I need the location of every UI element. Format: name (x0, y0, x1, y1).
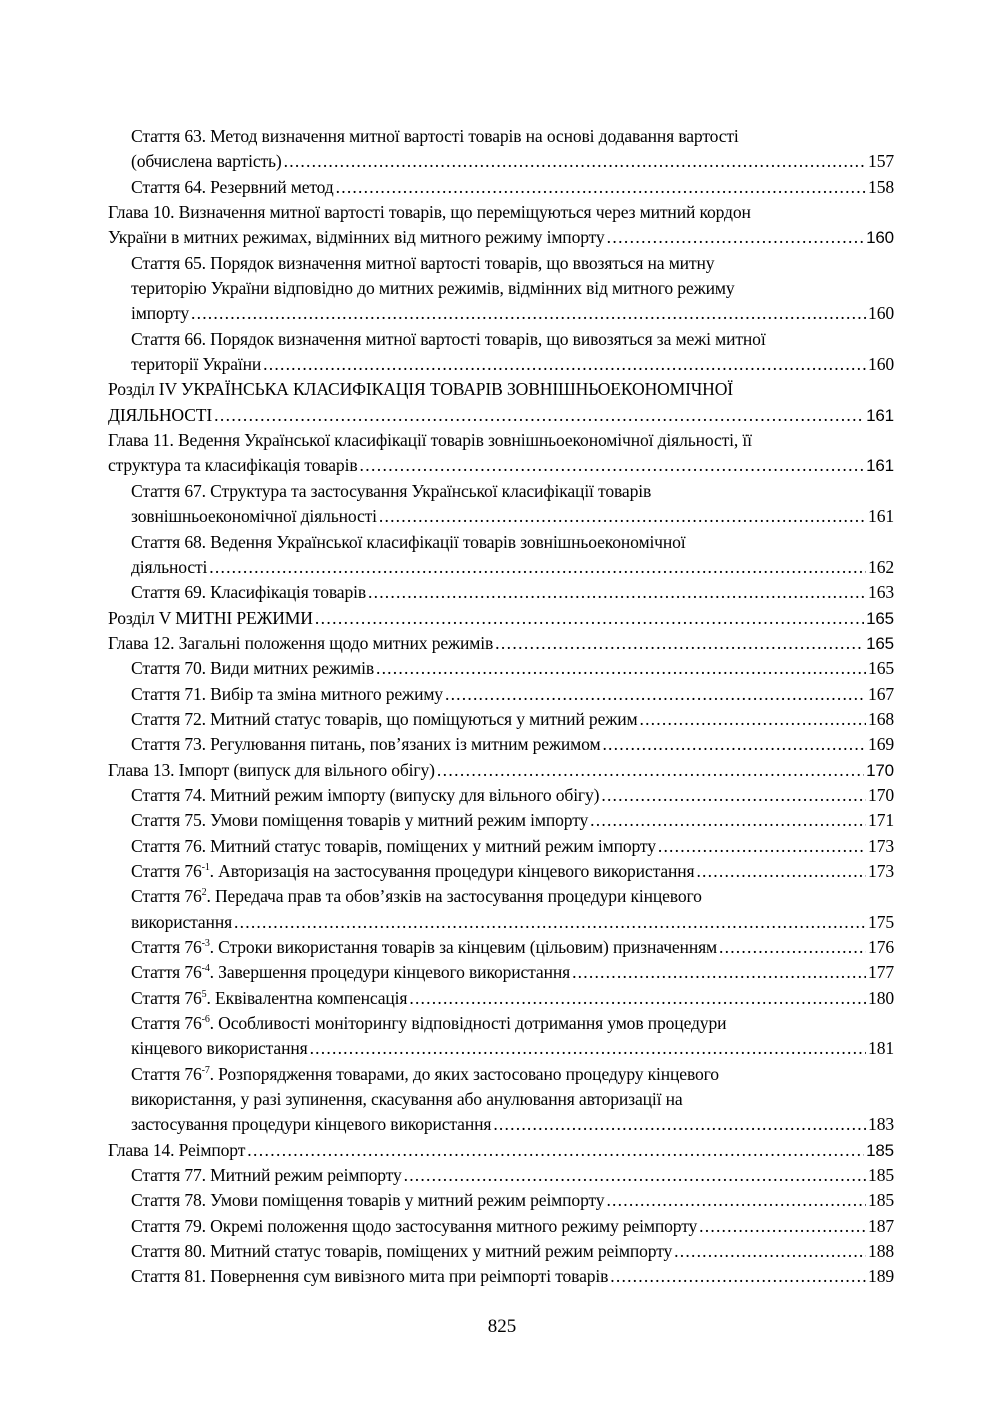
entry-title-final: (обчислена вартість) (131, 151, 282, 172)
entry-last-line (131, 175, 894, 200)
entry-title-line (108, 428, 894, 453)
toc-entry-article[interactable] (108, 783, 894, 808)
toc-entry-article[interactable] (108, 732, 894, 757)
entry-title-text (131, 935, 717, 960)
entry-page-number[interactable]: 165 (868, 658, 894, 679)
entry-title-text (108, 758, 435, 783)
entry-page-number[interactable]: 170 (868, 784, 894, 805)
entry-last-line (131, 1264, 894, 1289)
entry-title-text: Глава 10. Визначення митної вартості товарів, що переміщуються через митний кордон (108, 202, 751, 223)
dot-leader (284, 149, 866, 174)
entry-title-final: Стаття 75. Умови поміщення товарів у митний режим імпорту (131, 810, 589, 831)
entry-title-text: . Передача прав та обов’язків на застосування процедури кінцевого (206, 886, 702, 907)
entry-title-text (131, 352, 261, 377)
entry-title-text (131, 1188, 604, 1213)
entry-last-line (108, 758, 894, 783)
entry-page-number[interactable]: 171 (868, 810, 894, 831)
entry-title-final: Стаття 72. Митний статус товарів, що поміщуються у митний режим (131, 708, 638, 729)
entry-title-text (131, 986, 407, 1011)
toc-entry-article[interactable] (108, 175, 894, 200)
dot-leader (493, 1112, 866, 1137)
entry-title-text (108, 453, 357, 478)
entry-page-number[interactable]: 161 (866, 405, 894, 425)
entry-title-line (131, 251, 894, 276)
entry-page-number[interactable]: 176 (868, 937, 894, 957)
entry-last-line (131, 301, 894, 326)
entry-page-number[interactable]: 175 (868, 911, 894, 932)
entry-page-number[interactable]: 187 (868, 1215, 894, 1236)
toc-entry-chapter[interactable] (108, 1138, 894, 1163)
toc-entry-article[interactable] (108, 1011, 894, 1062)
toc-entry-article[interactable] (108, 251, 894, 327)
toc-entry-section[interactable] (108, 377, 894, 428)
toc-entry-article[interactable] (108, 530, 894, 581)
dot-leader (310, 1036, 866, 1061)
entry-title-line (131, 124, 894, 149)
dot-leader (696, 859, 866, 884)
entry-title-final: України в митних режимах, відмінних від митного режиму імпорту (108, 227, 605, 248)
toc-entry-article[interactable] (108, 656, 894, 681)
entry-last-line (131, 808, 894, 833)
entry-title-final: Стаття 78. Умови поміщення товарів у митний режим реімпорту (131, 1190, 605, 1211)
entry-title-final: діяльності (131, 556, 208, 577)
entry-title-text (108, 403, 212, 428)
entry-title-text (108, 606, 313, 631)
toc-entry-article[interactable] (108, 1239, 894, 1264)
entry-title-text: Стаття 65. Порядок визначення митної вартості товарів, що ввозяться на митну (131, 252, 715, 273)
entry-last-line (131, 504, 894, 529)
dot-leader (336, 175, 866, 200)
entry-title-final: . Строки використання товарів за кінцевим (цільовим) призначенням (209, 937, 718, 957)
entry-superscript: -7 (201, 1064, 210, 1076)
entry-title-text (131, 732, 600, 757)
entry-last-line (131, 859, 894, 884)
entry-last-line (131, 1036, 894, 1061)
entry-title-final: Стаття 77. Митний режим реімпорту (131, 1165, 402, 1186)
entry-title-final: зовнішньоекономічної діяльності (131, 506, 377, 527)
dot-leader (572, 960, 866, 985)
toc-entry-chapter[interactable] (108, 758, 894, 783)
toc-entry-article[interactable] (108, 1062, 894, 1138)
toc-entry-article[interactable] (108, 808, 894, 833)
entry-title-text (131, 1264, 608, 1289)
entry-title-prefix: Стаття 76 (131, 860, 202, 881)
dot-leader (495, 631, 864, 656)
entry-title-text (131, 1239, 672, 1264)
entry-page-number[interactable]: 181 (868, 1038, 894, 1059)
entry-page-number[interactable]: 177 (868, 962, 894, 983)
dot-leader (315, 606, 864, 631)
entry-last-line (131, 1163, 894, 1188)
entry-page-number[interactable]: 169 (868, 734, 894, 755)
entry-page-number[interactable]: 161 (868, 506, 894, 527)
entry-title-final: Стаття 70. Види митних режимів (131, 658, 374, 679)
entry-title-text (131, 783, 599, 808)
dot-leader (445, 682, 866, 707)
dot-leader (376, 656, 866, 681)
entry-title-text: Стаття 68. Ведення Української класифікації товарів зовнішньоекономічної (131, 531, 686, 552)
entry-page-number[interactable]: 168 (868, 708, 894, 729)
dot-leader (590, 808, 866, 833)
entry-title-line (108, 200, 894, 225)
dot-leader (607, 225, 864, 250)
entry-title-prefix: Стаття 76 (131, 886, 202, 907)
entry-title-line (131, 276, 894, 301)
entry-page-number[interactable]: 173 (868, 835, 894, 856)
entry-last-line (131, 1239, 894, 1264)
entry-page-number[interactable]: 180 (868, 987, 894, 1008)
entry-last-line (131, 707, 894, 732)
entry-title-text (131, 580, 366, 605)
entry-title-text (131, 149, 282, 174)
toc-entry-article[interactable] (108, 580, 894, 605)
toc-entry-article[interactable] (108, 1264, 894, 1289)
entry-page-number[interactable]: 185 (866, 1140, 894, 1160)
entry-title-prefix: Стаття 76 (131, 1063, 202, 1084)
entry-title-text (108, 631, 493, 656)
toc-entry-article[interactable] (108, 1188, 894, 1213)
toc-entry-article[interactable] (108, 935, 894, 960)
entry-title-text (131, 910, 232, 935)
toc-entry-article[interactable] (108, 834, 894, 859)
entry-page-number[interactable]: 163 (868, 582, 894, 603)
entry-last-line (131, 910, 894, 935)
entry-title-text: Стаття 63. Метод визначення митної вартості товарів на основі додавання вартості (131, 126, 739, 146)
entry-page-number[interactable]: 157 (868, 151, 894, 172)
toc-entry-article[interactable] (108, 327, 894, 378)
entry-title-prefix: Стаття 76 (131, 1013, 202, 1034)
entry-last-line (108, 225, 894, 250)
page-number: 825 (487, 1316, 517, 1337)
toc-entry-chapter[interactable] (108, 200, 894, 251)
toc-entry-article[interactable] (108, 707, 894, 732)
dot-leader (214, 403, 864, 428)
entry-title-text: . Розпорядження товарами, до яких застосовано процедуру кінцевого (209, 1063, 719, 1084)
entry-title-line (131, 1011, 894, 1036)
entry-title-text: . Особливості моніторингу відповідності дотримання умов процедури (209, 1013, 727, 1034)
entry-title-text (131, 1163, 402, 1188)
entry-title-final: . Авторизація на застосування процедури кінцевого використання (209, 860, 695, 881)
dot-leader (674, 1239, 866, 1264)
entry-superscript: 2 (201, 887, 207, 899)
entry-title-line (131, 1062, 894, 1087)
entry-page-number[interactable]: 173 (868, 860, 894, 881)
entry-title-text (131, 707, 637, 732)
dot-leader (601, 783, 866, 808)
entry-title-text (131, 656, 374, 681)
toc-entry-article[interactable] (108, 682, 894, 707)
entry-title-text: Розділ IV УКРАЇНСЬКА КЛАСИФІКАЦІЯ ТОВАРІВ ЗОВНІШНЬОЕКОНОМІЧНОЇ (108, 379, 733, 400)
entry-last-line (131, 656, 894, 681)
entry-title-final: . Завершення процедури кінцевого використання (209, 962, 571, 983)
entry-last-line (108, 606, 894, 631)
entry-title-final: ДІЯЛЬНОСТІ (108, 404, 213, 425)
entry-title-text (131, 555, 207, 580)
entry-title-final: Стаття 81. Повернення сум вивізного мита при реімпорті товарів (131, 1266, 609, 1287)
dot-leader (234, 910, 866, 935)
dot-leader (719, 935, 866, 960)
entry-last-line (131, 555, 894, 580)
dot-leader (699, 1214, 866, 1239)
entry-title-final: Стаття 64. Резервний метод (131, 176, 334, 197)
entry-title-final: структура та класифікація товарів (108, 455, 358, 476)
entry-title-final: застосування процедури кінцевого використання (131, 1114, 492, 1135)
entry-page-number[interactable]: 162 (868, 556, 894, 577)
entry-title-text: Стаття 67. Структура та застосування Української класифікації товарів (131, 480, 652, 501)
entry-title-final: Стаття 71. Вибір та зміна митного режиму (131, 683, 443, 704)
entry-last-line (131, 960, 894, 985)
entry-title-text (131, 1112, 491, 1137)
entry-title-line (131, 530, 894, 555)
entry-page-number[interactable]: 170 (866, 760, 894, 780)
entry-title-final: Стаття 73. Регулювання питань, пов’язаних із митним режимом (131, 734, 601, 755)
entry-title-final: Стаття 79. Окремі положення щодо застосування митного режиму реімпорту (131, 1215, 698, 1236)
toc-entry-article[interactable] (108, 884, 894, 935)
entry-superscript: 5 (201, 988, 207, 1000)
entry-superscript: -1 (201, 861, 210, 873)
entry-title-text (131, 960, 570, 985)
entry-title-final: Стаття 74. Митний режим імпорту (випуску для вільного обігу) (131, 784, 600, 805)
toc-entry-chapter[interactable] (108, 428, 894, 479)
entry-last-line (131, 352, 894, 377)
dot-leader (263, 352, 866, 377)
dot-leader (606, 1188, 866, 1213)
entry-last-line (131, 149, 894, 174)
entry-page-number[interactable]: 185 (868, 1165, 894, 1186)
entry-title-final: Стаття 76. Митний статус товарів, поміщених у митний режим імпорту (131, 835, 656, 856)
entry-title-final: Стаття 69. Класифікація товарів (131, 582, 366, 603)
toc-entry-article[interactable] (108, 1163, 894, 1188)
entry-title-final: Глава 14. Реімпорт (108, 1139, 246, 1160)
entry-superscript: -4 (201, 963, 210, 975)
toc-entry-article[interactable] (108, 124, 894, 175)
entry-last-line (131, 682, 894, 707)
toc-entry-article[interactable] (108, 859, 894, 884)
entry-last-line (108, 631, 894, 656)
entry-page-number[interactable]: 188 (868, 1241, 894, 1262)
entry-page-number[interactable]: 165 (866, 608, 894, 628)
toc-entry-article[interactable] (108, 479, 894, 530)
entry-title-text: Стаття 66. Порядок визначення митної вартості товарів, що вивозяться за межі митної (131, 328, 766, 349)
entry-title-text (131, 1036, 308, 1061)
entry-title-text (131, 682, 443, 707)
entry-title-line (131, 1087, 894, 1112)
table-of-contents (108, 124, 894, 1290)
entry-title-text (108, 1138, 245, 1163)
entry-title-text (131, 301, 189, 326)
entry-last-line (108, 1138, 894, 1163)
dot-leader (368, 580, 866, 605)
entry-page-number[interactable]: 189 (868, 1266, 894, 1287)
entry-title-line (131, 884, 894, 909)
toc-entry-article[interactable] (108, 1214, 894, 1239)
dot-leader (602, 732, 866, 757)
entry-page-number[interactable]: 185 (868, 1190, 894, 1211)
entry-page-number[interactable]: 160 (866, 228, 894, 248)
entry-title-text (131, 175, 334, 200)
entry-superscript: -3 (201, 938, 210, 949)
toc-entry-article[interactable] (108, 960, 894, 985)
entry-last-line (131, 834, 894, 859)
entry-title-text (131, 859, 694, 884)
entry-title-text (131, 808, 588, 833)
entry-last-line (108, 453, 894, 478)
entry-superscript: -6 (201, 1014, 210, 1026)
entry-last-line (131, 783, 894, 808)
entry-title-text (108, 225, 605, 250)
entry-last-line (131, 1214, 894, 1239)
entry-title-final: Розділ V МИТНІ РЕЖИМИ (108, 607, 313, 628)
dot-leader (437, 758, 864, 783)
entry-title-final: території України (131, 354, 262, 375)
entry-title-line (108, 377, 894, 402)
entry-page-number[interactable]: 158 (868, 176, 894, 197)
dot-leader (658, 834, 866, 859)
entry-title-final: використання (131, 911, 233, 932)
entry-last-line (131, 935, 894, 960)
entry-last-line (108, 403, 894, 428)
entry-title-final: . Еквівалентна компенсація (206, 987, 408, 1008)
dot-leader (379, 504, 866, 529)
entry-title-text (131, 504, 377, 529)
toc-entry-section[interactable] (108, 606, 894, 631)
entry-last-line (131, 986, 894, 1011)
entry-title-final: Глава 12. Загальні положення щодо митних режимів (108, 632, 494, 653)
entry-title-text: використання, у разі зупинення, скасування або анулювання авторизації на (131, 1089, 683, 1110)
entry-page-number[interactable]: 160 (868, 354, 894, 375)
entry-title-final: кінцевого використання (131, 1038, 308, 1059)
dot-leader (404, 1163, 866, 1188)
entry-page-number[interactable]: 161 (866, 456, 894, 476)
entry-last-line (131, 580, 894, 605)
entry-page-number[interactable]: 183 (868, 1114, 894, 1135)
dot-leader (191, 301, 866, 326)
entry-title-prefix: Стаття 76 (131, 962, 202, 983)
dot-leader (209, 555, 866, 580)
entry-last-line (131, 1112, 894, 1137)
entry-last-line (131, 732, 894, 757)
entry-title-text: територію України відповідно до митних режимів, відмінних від митного режиму (131, 278, 735, 299)
entry-title-prefix: Стаття 76 (131, 987, 202, 1008)
dot-leader (359, 453, 864, 478)
entry-title-text (131, 834, 656, 859)
dot-leader (639, 707, 866, 732)
entry-page-number[interactable]: 165 (866, 633, 894, 653)
dot-leader (610, 1264, 866, 1289)
entry-title-text (131, 1214, 697, 1239)
entry-title-text: Глава 11. Ведення Української класифікації товарів зовнішньоекономічної діяльності, її (108, 430, 752, 451)
entry-title-prefix: Стаття 76 (131, 937, 202, 957)
entry-title-final: Глава 13. Імпорт (випуск для вільного обігу) (108, 759, 435, 780)
dot-leader (409, 986, 866, 1011)
entry-title-final: імпорту (131, 303, 190, 324)
entry-page-number[interactable]: 167 (868, 683, 894, 704)
toc-entry-article[interactable] (108, 986, 894, 1011)
entry-title-final: Стаття 80. Митний статус товарів, поміщених у митний режим реімпорту (131, 1241, 673, 1262)
entry-title-line (131, 327, 894, 352)
entry-title-line (131, 479, 894, 504)
toc-entry-chapter[interactable] (108, 631, 894, 656)
dot-leader (247, 1138, 864, 1163)
entry-page-number[interactable]: 160 (868, 303, 894, 324)
entry-last-line (131, 1188, 894, 1213)
